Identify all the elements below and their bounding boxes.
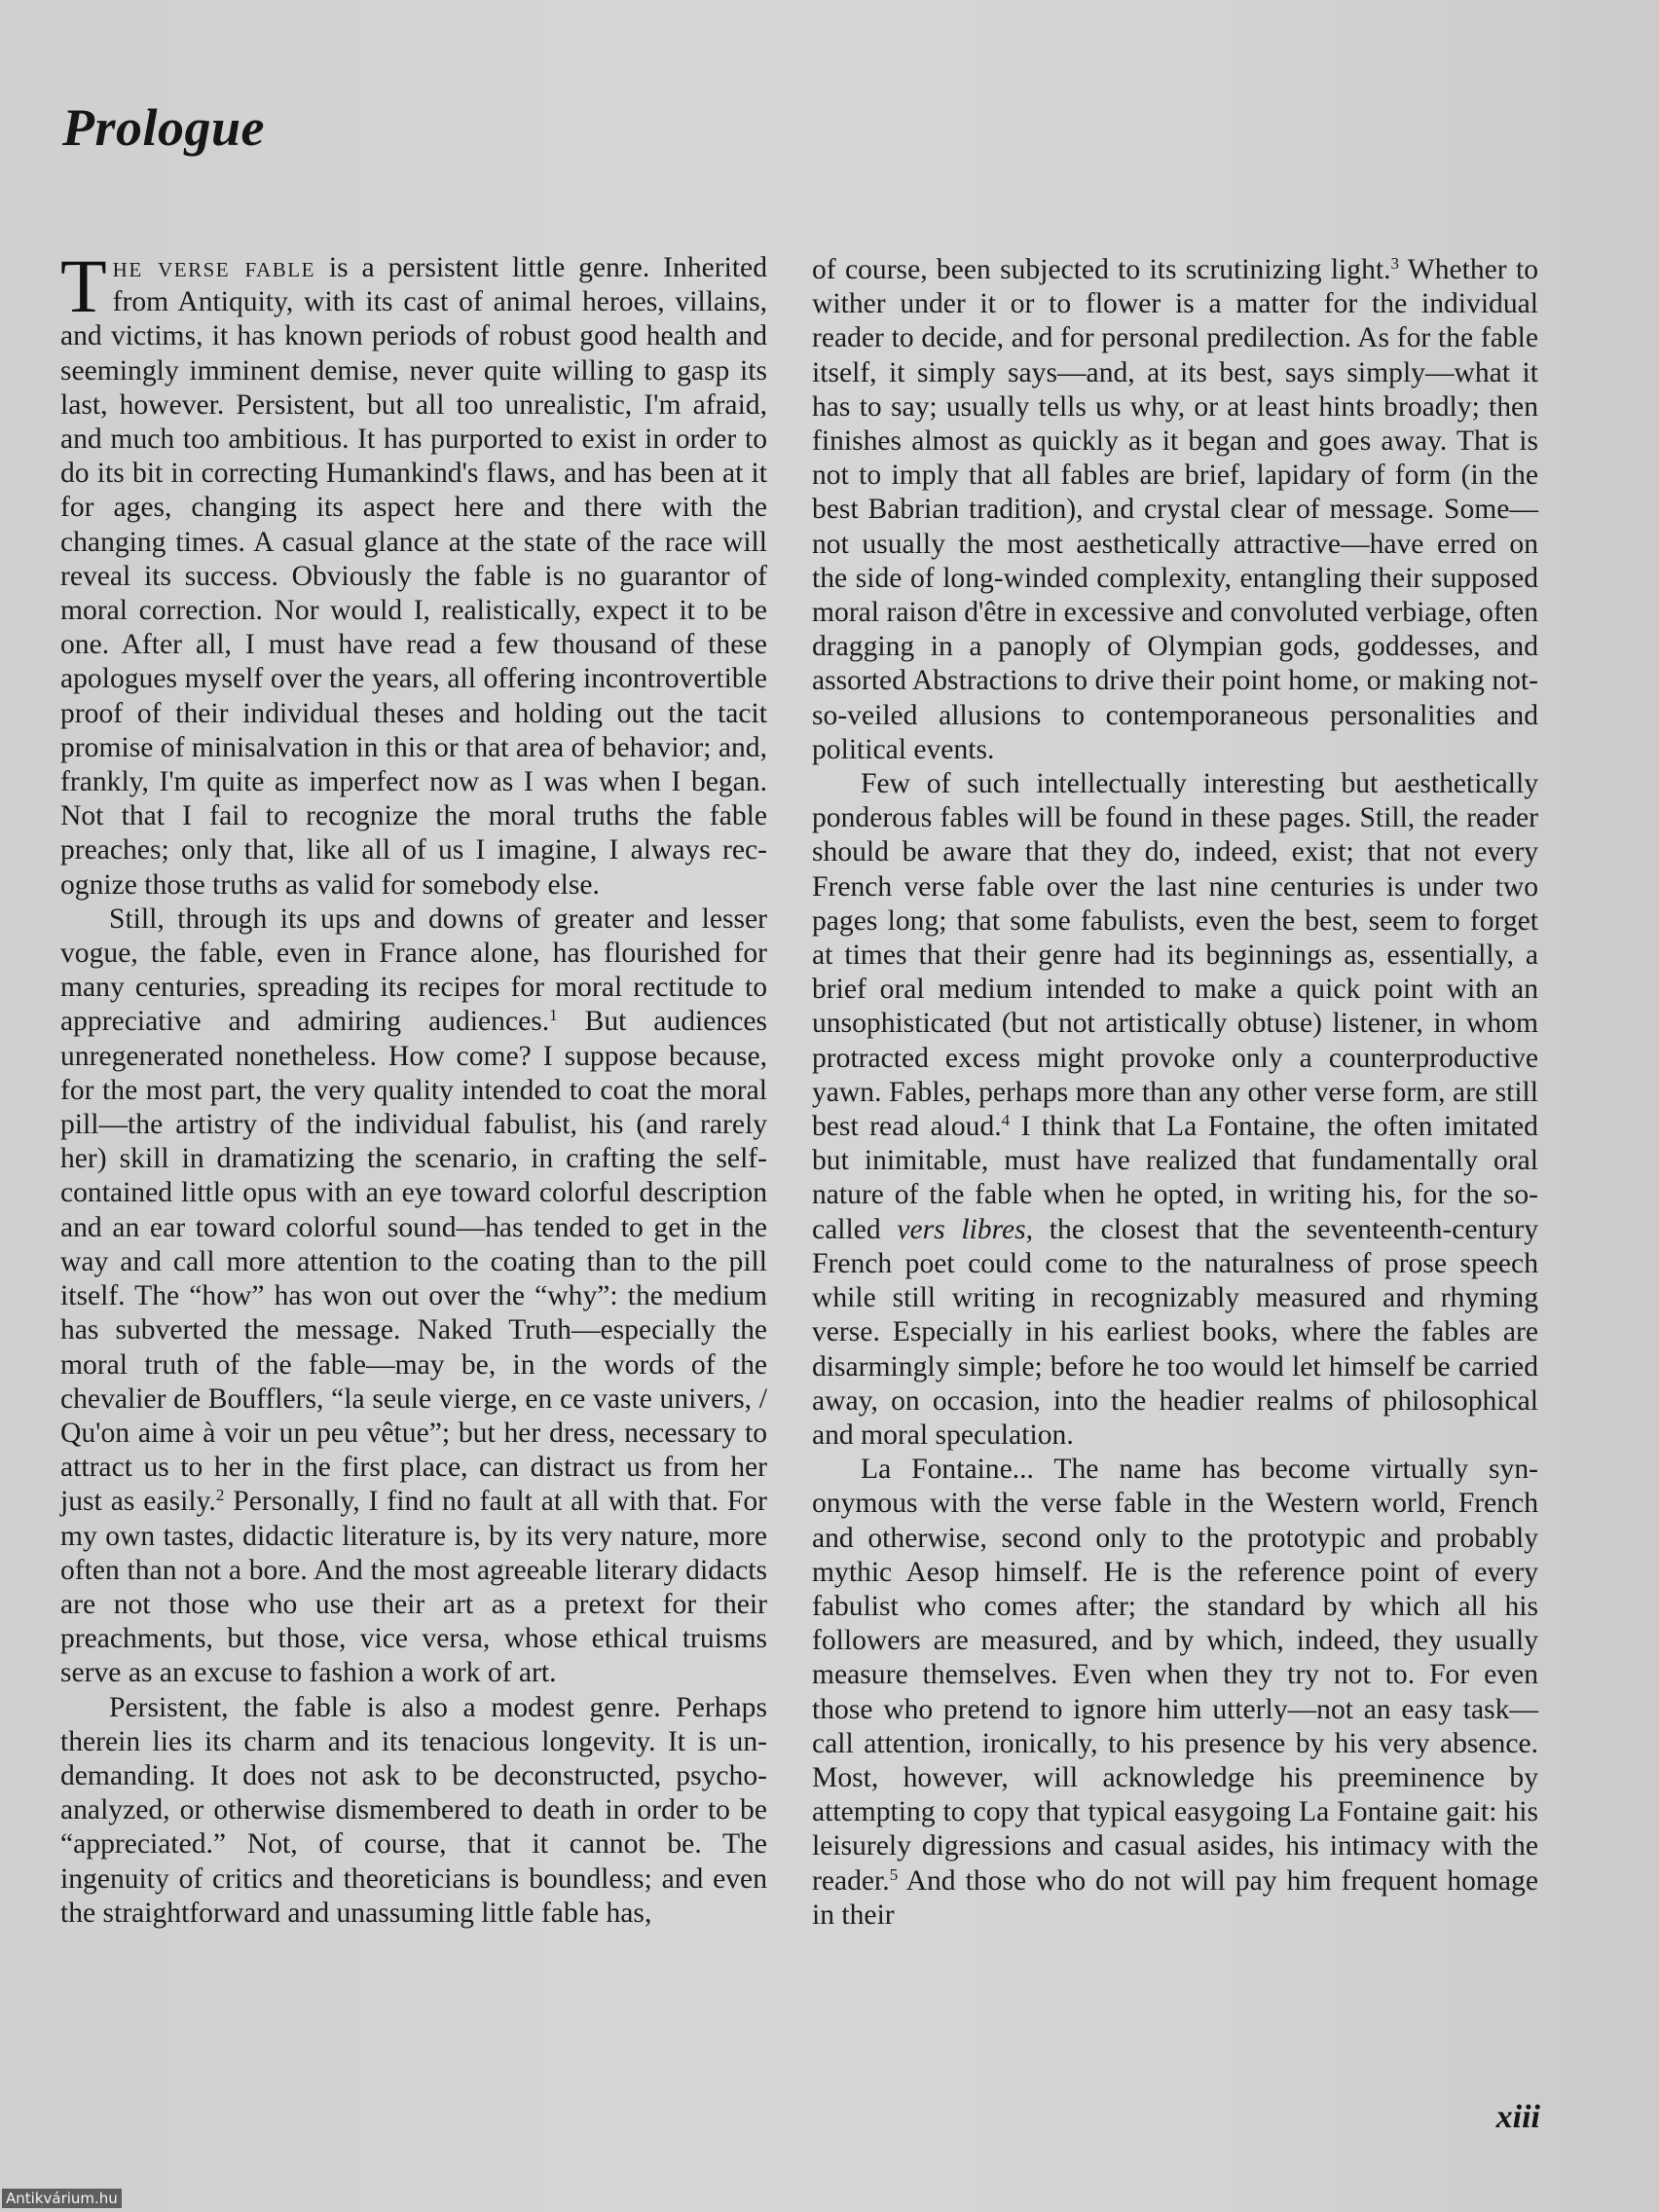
paragraph — [812, 253, 1538, 767]
paragraph-text: But audiences unregenerated nonetheless. How come? I suppose because, for the most part, the very quality intended to coat the moral pill—the artistry of the individual fabulist, his (and rarely her) skill in dramatizing the scenario, in crafting the self-contained little opus with an eye toward colorful description and an ear toward colorful sound—has tended to get in the way and call more attention to the coating than to the pill itself. The “how” has won out over the “why”: the medium has subverted the message. Naked Truth—especially the moral truth of the fable—may be, in the words of the chevalier de Boufflers, “la seule vierge, en ce vaste univers, / Qu'on aime à voir un peu vêtue”; but her dress, necessary to attract us to her in the first place, can distract us from her just as easily. — [60, 1006, 767, 1518]
paragraph — [812, 767, 1538, 1453]
right-column — [812, 253, 1538, 1933]
paragraph-text: Persistent, the fable is also a modest genre. Perhaps therein lies its charm and its tenacious longevity. It is undemanding. It does not ask to be deconstructed, psychoanalyzed, or otherwise dismembered to death in order to be “appreciated.” Not, of course, that it cannot be. The ingenuity of critics and theoreticians is boundless; and even the straightforward and unassuming little fable has, — [60, 1691, 767, 1929]
footnote-marker: 2 — [215, 1486, 225, 1505]
paragraph-text: Personally, I find no fault at all with that. For my own tastes, didactic literature is, by its very nature, more often than not a bore. And the most agreeable literary didacts are not those who use their art as a pretext for their preachments, but those, vice versa, whose ethical truisms serve as an excuse to fashion a work of art. — [60, 1486, 767, 1689]
left-column — [60, 243, 767, 1931]
paragraph — [60, 903, 767, 1691]
paragraph — [812, 1453, 1538, 1933]
footnote-marker: 3 — [1390, 254, 1399, 273]
paragraph — [60, 1691, 767, 1931]
paragraph-text: of course, been subjected to its scrutinizing light. — [812, 254, 1391, 285]
paragraph-text: And those who do not will pay him frequent homage in their — [812, 1864, 1538, 1931]
paragraph-text: Still, through its ups and downs of greater and lesser vogue, the fable, even in France alone, has flourished for many centuries, spreading its recipes for moral rectitude to appreciative and admiring audiences. — [60, 903, 767, 1038]
page-title: Prologue — [62, 98, 266, 157]
paragraph-text: I think that La Fontaine, the often imitated but inimitable, must have realized that fundamentally oral nature of the fable when he opted, in writing his, for the so-called — [812, 1111, 1538, 1245]
footnote-marker: 1 — [549, 1006, 558, 1025]
footnote-marker: 4 — [1001, 1111, 1011, 1130]
page-number: xiii — [1495, 2099, 1540, 2135]
drop-cap: T — [60, 243, 107, 328]
paragraph-text: La Fontaine... The name has become virtually synonymous with the verse fable in the Western world, French and otherwise, second only to the prototypic and probably mythic Aesop himself. He is the reference point of every fabulist who comes after; the standard by which all his followers are measured, and by which, indeed, they usually measure themselves. Even when they try not to. For even those who pretend to ignore him utterly—not an easy task—call attention, ironically, to his presence by his very absence. Most, however, will acknowledge his preeminence by attempting to copy that typical easygoing La Fontaine gait: his leisurely digressions and casual asides, his intimacy with the reader. — [812, 1454, 1538, 1897]
italic-term: vers libres, — [897, 1213, 1034, 1245]
paragraph-text: Whether to wither under it or to flower is a matter for the individual reader to decide, and for personal predilection. As for the fable itself, it simply says—and, at its best, says simply—what it has to say; usually tells us why, or at least hints broadly; then finishes almost as quickly as it began and goes away. That is not to imply that all fables are brief, lapidary of form (in the best Babrian tradition), and crystal clear of message. Some—not usually the most aesthetically attractive—have erred on the side of long-winded complexity, entangling their supposed moral raison d'être in excessive and convoluted verbiage, often dragging in a panoply of Olympian gods, goddesses, and assorted Abstractions to drive their point home, or making not-so-veiled allusions to contemporaneous personalities and political events. — [812, 254, 1538, 765]
paragraph-text: is a persistent little genre. Inherited from Antiquity, with its cast of animal heroes, villains, and victims, it has known periods of robust good health and seemingly imminent demise, never quite willing to gasp its last, however. Persistent, but all too unrealistic, I'm afraid, and much too ambitious. It has purported to exist in order to do its bit in correcting Humankind's flaws, and has been at it for ages, changing its aspect here and there with the changing times. A casual glance at the state of the race will reveal its success. Obviously the fable is no guarantor of moral correction. Nor would I, realistically, expect it to be one. After all, I must have read a few thousand of these apologues myself over the years, all offering incontrovertible proof of their individual theses and holding out the tacit promise of minisalvation in this or that area of behavior; and, frankly, I'm quite as imperfect now as I was when I began. Not that I fail to recognize the moral truths the fable preaches; only that, like all of us I imagine, I always recognize those truths as valid for somebody else. — [60, 252, 767, 901]
paragraph — [60, 243, 767, 903]
paragraph-text: the closest that the seventeenth-century French poet could come to the naturalness of prose speech while still writing in recognizably measured and rhyming verse. Especially in his earliest books, where the fables are disarmingly simple; before he too would let himself be carried away, on occasion, into the headier realms of philosophical and moral speculation. — [812, 1213, 1538, 1451]
paragraph-text: Few of such intellectually interesting but aesthetically ponderous fables will be found in these pages. Still, the reader should be aware that they do, indeed, exist; that not every French verse fable over the last nine centuries is under two pages long; that some fabulists, even the best, seem to forget at times that their genre had its beginnings as, essentially, a brief oral medium intended to make a quick point with an unsophisticated (but not artistically obtuse) listener, in whom protracted excess might provoke only a counterproductive yawn. Fables, perhaps more than any other verse form, are still best read aloud. — [812, 768, 1538, 1143]
watermark: Antikvárium.hu — [2, 2189, 122, 2208]
footnote-marker: 5 — [889, 1864, 899, 1884]
opening-small-caps: he verse fable — [112, 252, 315, 283]
